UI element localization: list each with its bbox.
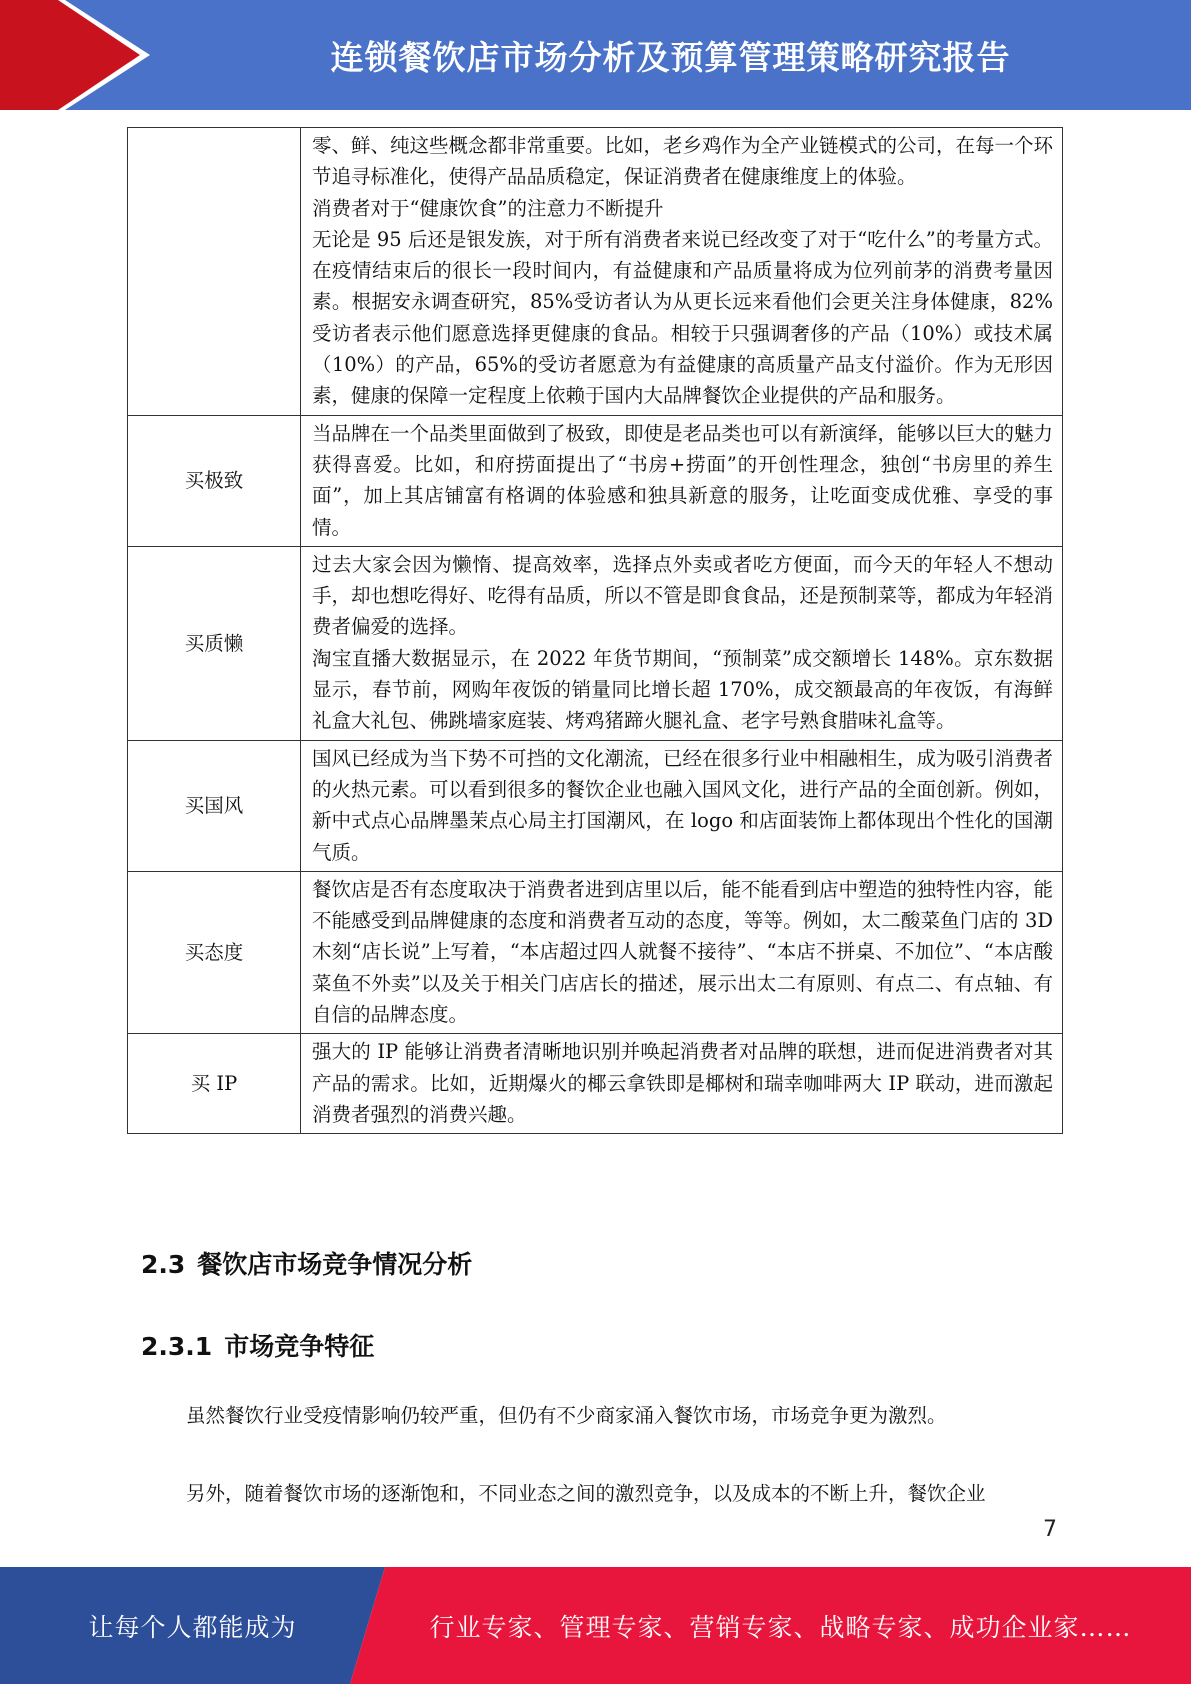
description-paragraph: 过去大家会因为懒惰、提高效率，选择点外卖或者吃方便面，而今天的年轻人不想动手，却也想吃得好、吃得有品质，所以不管是即食食品，还是预制菜等，都成为年轻消费者偏爱的选择。 xyxy=(312,552,1054,639)
row-category: 买 IP xyxy=(128,1034,301,1134)
description-paragraph: 零、鲜、纯这些概念都非常重要。比如，老乡鸡作为全产业链模式的公司，在每一个环节追寻标准化，使得产品品质稳定，保证消费者在健康维度上的体验。 xyxy=(312,134,1054,189)
row-description xyxy=(301,1034,1063,1134)
section-heading-2-3 xyxy=(141,1245,472,1281)
section-number: 2.3 xyxy=(141,1250,186,1279)
row-category: 买极致 xyxy=(128,415,301,546)
table-row xyxy=(128,871,1063,1033)
footer-slogan-left: 让每个人都能成为 xyxy=(88,1612,297,1642)
section-heading-2-3-1 xyxy=(141,1327,374,1363)
section-title: 市场竞争特征 xyxy=(224,1332,375,1361)
page-number: 7 xyxy=(1043,1517,1057,1542)
table-row xyxy=(128,740,1063,871)
row-description xyxy=(301,740,1063,871)
consumer-trends-table xyxy=(127,127,1063,1134)
table-row xyxy=(128,1034,1063,1134)
page-header xyxy=(0,0,1191,110)
row-description xyxy=(301,546,1063,740)
description-paragraph: 淘宝直播大数据显示，在 2022 年货节期间，“预制菜”成交额增长 148%。京东数据显示，春节前，网购年夜饭的销量同比增长超 170%，成交额最高的年夜饭，有海鲜礼盒大礼包、佛跳墙家庭装、烤鸡猪蹄火腿礼盒、老字号熟食腊味礼盒等。 xyxy=(312,646,1053,733)
description-paragraph: 当品牌在一个品类里面做到了极致，即使是老品类也可以有新演绎，能够以巨大的魅力获得喜爱。比如，和府捞面提出了“书房+捞面”的开创性理念，独创“书房里的养生面”，加上其店铺富有格调的体验感和独具新意的服务，让吃面变成优雅、享受的事情。 xyxy=(312,421,1054,539)
footer-slogan-right: 行业专家、管理专家、营销专家、战略专家、成功企业家…… xyxy=(429,1612,1132,1642)
row-category: 买国风 xyxy=(128,740,301,871)
row-description xyxy=(301,415,1063,546)
description-paragraph: 无论是 95 后还是银发族，对于所有消费者来说已经改变了对于“吃什么”的考量方式。在疫情结束后的很长一段时间内，有益健康和产品质量将成为位列前茅的消费考量因素。根据安永调查研究，85%受访者认为从更长远来看他们会更关注身体健康，82%受访者表示他们愿意选择更健康的食品。相较于只强调奢侈的产品（10%）或技术属（10%）的产品，65%的受访者愿意为有益健康的高质量产品支付溢价。作为无形因素，健康的保障一定程度上依赖于国内大品牌餐饮企业提供的产品和服务。 xyxy=(312,227,1053,408)
row-category: 买质懒 xyxy=(128,546,301,740)
description-paragraph: 国风已经成为当下势不可挡的文化潮流，已经在很多行业中相融相生，成为吸引消费者的火热元素。可以看到很多的餐饮企业也融入国风文化，进行产品的全面创新。例如，新中式点心品牌墨茉点心局主打国潮风，在 logo 和店面装饰上都体现出个性化的国潮气质。 xyxy=(312,746,1054,864)
row-description xyxy=(301,871,1063,1033)
table-row xyxy=(128,546,1063,740)
body-paragraph: 虽然餐饮行业受疫情影响仍较严重，但仍有不少商家涌入餐饮市场，市场竞争更为激烈。 xyxy=(186,1404,947,1427)
row-description xyxy=(301,128,1063,416)
page-footer xyxy=(0,1567,1191,1684)
description-paragraph: 强大的 IP 能够让消费者清晰地识别并唤起消费者对品牌的联想，进而促进消费者对其产品的需求。比如，近期爆火的椰云拿铁即是椰树和瑞幸咖啡两大 IP 联动，进而激起消费者强烈的消费兴趣。 xyxy=(312,1040,1053,1126)
table-row xyxy=(128,128,1063,416)
description-paragraph: 消费者对于“健康饮食”的注意力不断提升 xyxy=(312,196,664,220)
row-category: 买态度 xyxy=(128,871,301,1033)
body-paragraph: 另外，随着餐饮市场的逐渐饱和，不同业态之间的激烈竞争，以及成本的不断上升，餐饮企业 xyxy=(186,1482,986,1505)
header-chevron-decoration xyxy=(0,0,160,110)
section-number: 2.3.1 xyxy=(141,1332,213,1361)
section-title: 餐饮店市场竞争情况分析 xyxy=(197,1250,473,1279)
row-category xyxy=(128,128,301,416)
table-row xyxy=(128,415,1063,546)
description-paragraph: 餐饮店是否有态度取决于消费者进到店里以后，能不能看到店中塑造的独特性内容，能不能感受到品牌健康的态度和消费者互动的态度，等等。例如，太二酸菜鱼门店的 3D 木刻“店长说”上写着，“本店超过四人就餐不接待”、“本店不拼桌、不加位”、“本店酸菜鱼不外卖”以及关于相关门店店长的描述，展示出太二有原则、有点二、有点轴、有自信的品牌态度。 xyxy=(312,877,1054,1027)
report-title: 连锁餐饮店市场分析及预算管理策略研究报告 xyxy=(330,37,1011,77)
